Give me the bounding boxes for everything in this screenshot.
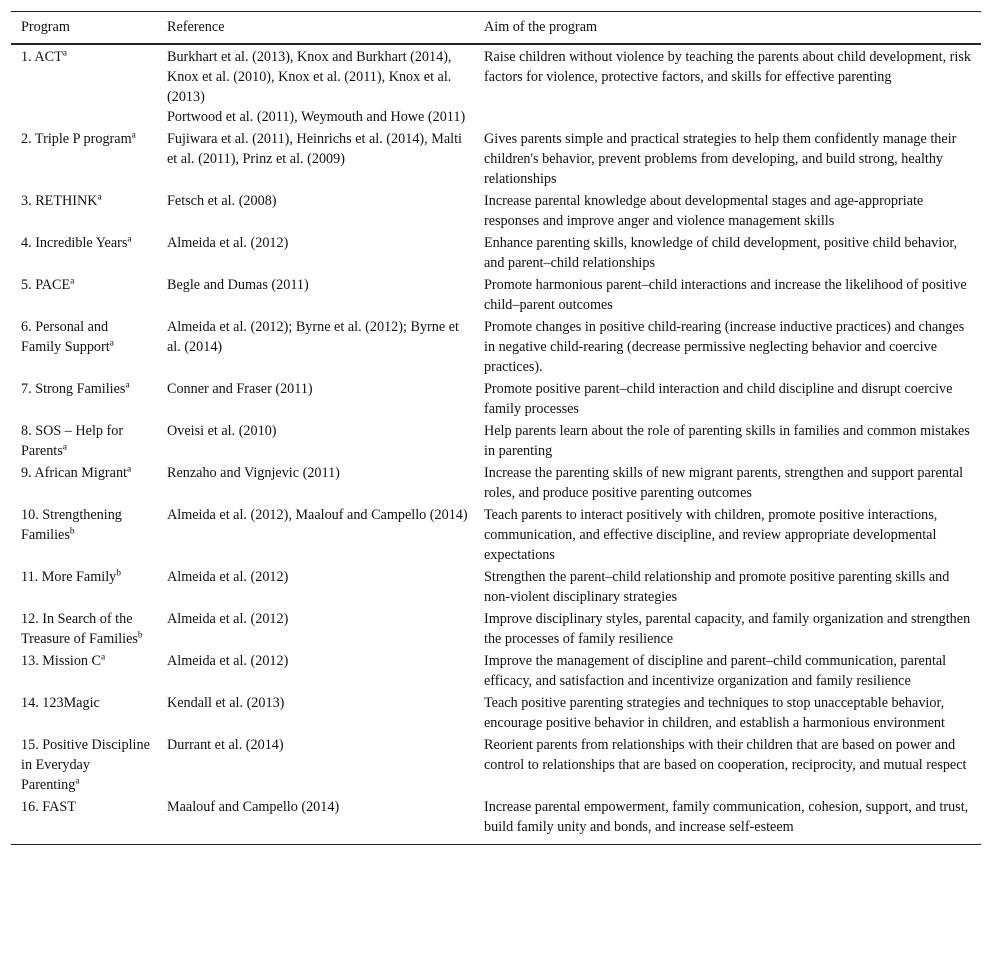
program-cell (11, 462, 157, 504)
footnote-marker: b (137, 630, 143, 641)
header-aim: Aim of the program (474, 12, 981, 45)
table-row (11, 608, 981, 650)
program-cell (11, 378, 157, 420)
reference-cell (157, 692, 474, 734)
footnote-marker: a (62, 48, 67, 59)
program-cell (11, 128, 157, 190)
reference-cell (157, 566, 474, 608)
reference-text: Begle and Dumas (2011) (167, 277, 309, 293)
program-name: 1. ACT (21, 49, 63, 65)
reference-text: Almeida et al. (2012) (167, 235, 289, 251)
reference-text: Almeida et al. (2012) (167, 653, 289, 669)
reference-text: Kendall et al. (2013) (167, 695, 285, 711)
program-name: 13. Mission C (21, 653, 102, 669)
aim-cell: Promote positive parent–child interaction and child discipline and disrupt coercive family processes (484, 381, 953, 417)
aim-cell: Teach positive parenting strategies and techniques to stop unacceptable behavior, encourage positive behavior in children, and establish a harmonious environment (484, 695, 945, 731)
program-name: 10. Strengthening Families (21, 507, 122, 543)
reference-cell (157, 734, 474, 796)
reference-cell (157, 608, 474, 650)
footnote-marker: a (131, 130, 136, 141)
footnote-marker: a (75, 776, 80, 787)
reference-cell (157, 796, 474, 845)
aim-cell: Teach parents to interact positively with children, promote positive interactions, communication, and effective discipline, and review appropriate developmental expectations (484, 507, 938, 563)
aim-cell: Strengthen the parent–child relationship and promote positive parenting skills and non-violent disciplinary strategies (484, 569, 950, 605)
table-row (11, 128, 981, 190)
reference-cell (157, 274, 474, 316)
aim-cell: Reorient parents from relationships with their children that are based on power and control to relationships that are based on cooperation, reciprocity, and mutual respect (484, 737, 967, 773)
program-cell (11, 232, 157, 274)
reference-text: Almeida et al. (2012), Maalouf and Campello (2014) (167, 507, 468, 523)
footnote-marker: b (116, 568, 121, 579)
program-cell (11, 608, 157, 650)
reference-text: Oveisi et al. (2010) (167, 423, 277, 439)
program-cell (11, 44, 157, 128)
program-name: 8. SOS – Help for Parents (21, 423, 124, 459)
aim-cell: Increase parental empowerment, family communication, cohesion, support, and trust, build family unity and bonds, and increase self-esteem (474, 796, 981, 845)
program-name: 6. Personal and Family Support (21, 319, 110, 355)
footnote-marker: b (69, 526, 75, 537)
reference-cell (157, 504, 474, 566)
reference-text: Burkhart et al. (2013), Knox and Burkhart (2014), Knox et al. (2010), Knox et al. (2011), Knox et al. (2013) (167, 49, 452, 105)
table-body (11, 44, 981, 845)
reference-text: Fetsch et al. (2008) (167, 193, 277, 209)
footnote-marker: a (127, 234, 132, 245)
table-row (11, 504, 981, 566)
aim-cell: Improve the management of discipline and parent–child communication, parental efficacy, and satisfaction and incentivize organization and family resilience (484, 653, 947, 689)
aim-cell: Promote harmonious parent–child interactions and increase the likelihood of positive child–parent outcomes (484, 277, 967, 313)
table-row (11, 796, 981, 845)
aim-cell: Gives parents simple and practical strategies to help them confidently manage their children's behavior, prevent problems from developing, and build strong, healthy relationships (484, 131, 957, 187)
table-row (11, 650, 981, 692)
program-name: 11. More Family (21, 569, 117, 585)
reference-text: Renzaho and Vignjevic (2011) (167, 465, 340, 481)
aim-cell: Raise children without violence by teaching the parents about child development, risk factors for violence, protective factors, and skills for effective parenting (484, 49, 971, 85)
table-row (11, 378, 981, 420)
footnote-marker: a (125, 380, 130, 391)
reference-text: Durrant et al. (2014) (167, 737, 284, 753)
header-reference: Reference (157, 12, 474, 45)
aim-cell: Increase the parenting skills of new migrant parents, strengthen and support parental roles, and produce positive parenting outcomes (484, 465, 964, 501)
header-row (11, 12, 981, 45)
table-row (11, 232, 981, 274)
table-row (11, 190, 981, 232)
program-name: 5. PACE (21, 277, 71, 293)
program-name: 7. Strong Families (21, 381, 126, 397)
aim-cell: Improve disciplinary styles, parental capacity, and family organization and strengthen the processes of family resilience (484, 611, 971, 647)
reference-text: Maalouf and Campello (2014) (167, 799, 340, 815)
program-name: 16. FAST (21, 799, 76, 815)
footnote-marker: a (101, 652, 106, 663)
program-cell (11, 734, 157, 796)
footnote-marker: a (62, 442, 67, 453)
program-name: 12. In Search of the Treasure of Families (21, 611, 138, 647)
program-cell (11, 190, 157, 232)
program-name: 3. RETHINK (21, 193, 98, 209)
reference-text: Fujiwara et al. (2011), Heinrichs et al. (2014), Malti et al. (2011), Prinz et al. (2009) (167, 131, 462, 167)
header-program: Program (11, 12, 157, 45)
footnote-marker: a (97, 192, 102, 203)
reference-cell (157, 462, 474, 504)
program-name: 9. African Migrant (21, 465, 127, 481)
reference-cell (157, 190, 474, 232)
reference-text: Almeida et al. (2012) (167, 611, 289, 627)
footnote-marker: a (126, 464, 132, 475)
aim-cell: Help parents learn about the role of parenting skills in families and common mistakes in parenting (484, 423, 970, 459)
reference-text: Almeida et al. (2012); Byrne et al. (2012); Byrne et al. (2014) (167, 319, 459, 355)
table-row (11, 316, 981, 378)
reference-cell (157, 128, 474, 190)
table-row (11, 44, 981, 128)
program-cell (11, 566, 157, 608)
reference-cell (157, 44, 474, 128)
table-row (11, 274, 981, 316)
programs-table (11, 11, 981, 845)
reference-text: Almeida et al. (2012) (167, 569, 289, 585)
reference-cell (157, 232, 474, 274)
footnote-marker: a (70, 276, 75, 287)
aim-cell: Promote changes in positive child-rearing (increase inductive practices) and changes in negative child-rearing (decrease permissive neglecting behavior and coercive practices). (484, 319, 965, 375)
table-row (11, 462, 981, 504)
reference-cell (157, 316, 474, 378)
program-cell (11, 420, 157, 462)
table-row (11, 420, 981, 462)
reference-text: Conner and Fraser (2011) (167, 381, 313, 397)
reference-cell (157, 650, 474, 692)
table-row (11, 566, 981, 608)
table-row (11, 734, 981, 796)
reference-cell (157, 378, 474, 420)
program-name: 2. Triple P program (21, 131, 132, 147)
aim-cell: Increase parental knowledge about developmental stages and age-appropriate responses and improve anger and violence management skills (484, 193, 924, 229)
aim-cell: Enhance parenting skills, knowledge of child development, positive child behavior, and parent–child relationships (484, 235, 958, 271)
program-cell (11, 274, 157, 316)
program-name: 15. Positive Discipline in Everyday Parenting (21, 737, 150, 793)
reference-text: Portwood et al. (2011), Weymouth and Howe (2011) (167, 109, 466, 125)
program-name: 4. Incredible Years (21, 235, 128, 251)
program-cell (11, 796, 157, 845)
program-cell (11, 316, 157, 378)
program-name: 14. 123Magic (21, 695, 100, 711)
program-cell (11, 692, 157, 734)
footnote-marker: a (109, 338, 114, 349)
table-row (11, 692, 981, 734)
reference-cell (157, 420, 474, 462)
program-cell (11, 650, 157, 692)
program-cell (11, 504, 157, 566)
